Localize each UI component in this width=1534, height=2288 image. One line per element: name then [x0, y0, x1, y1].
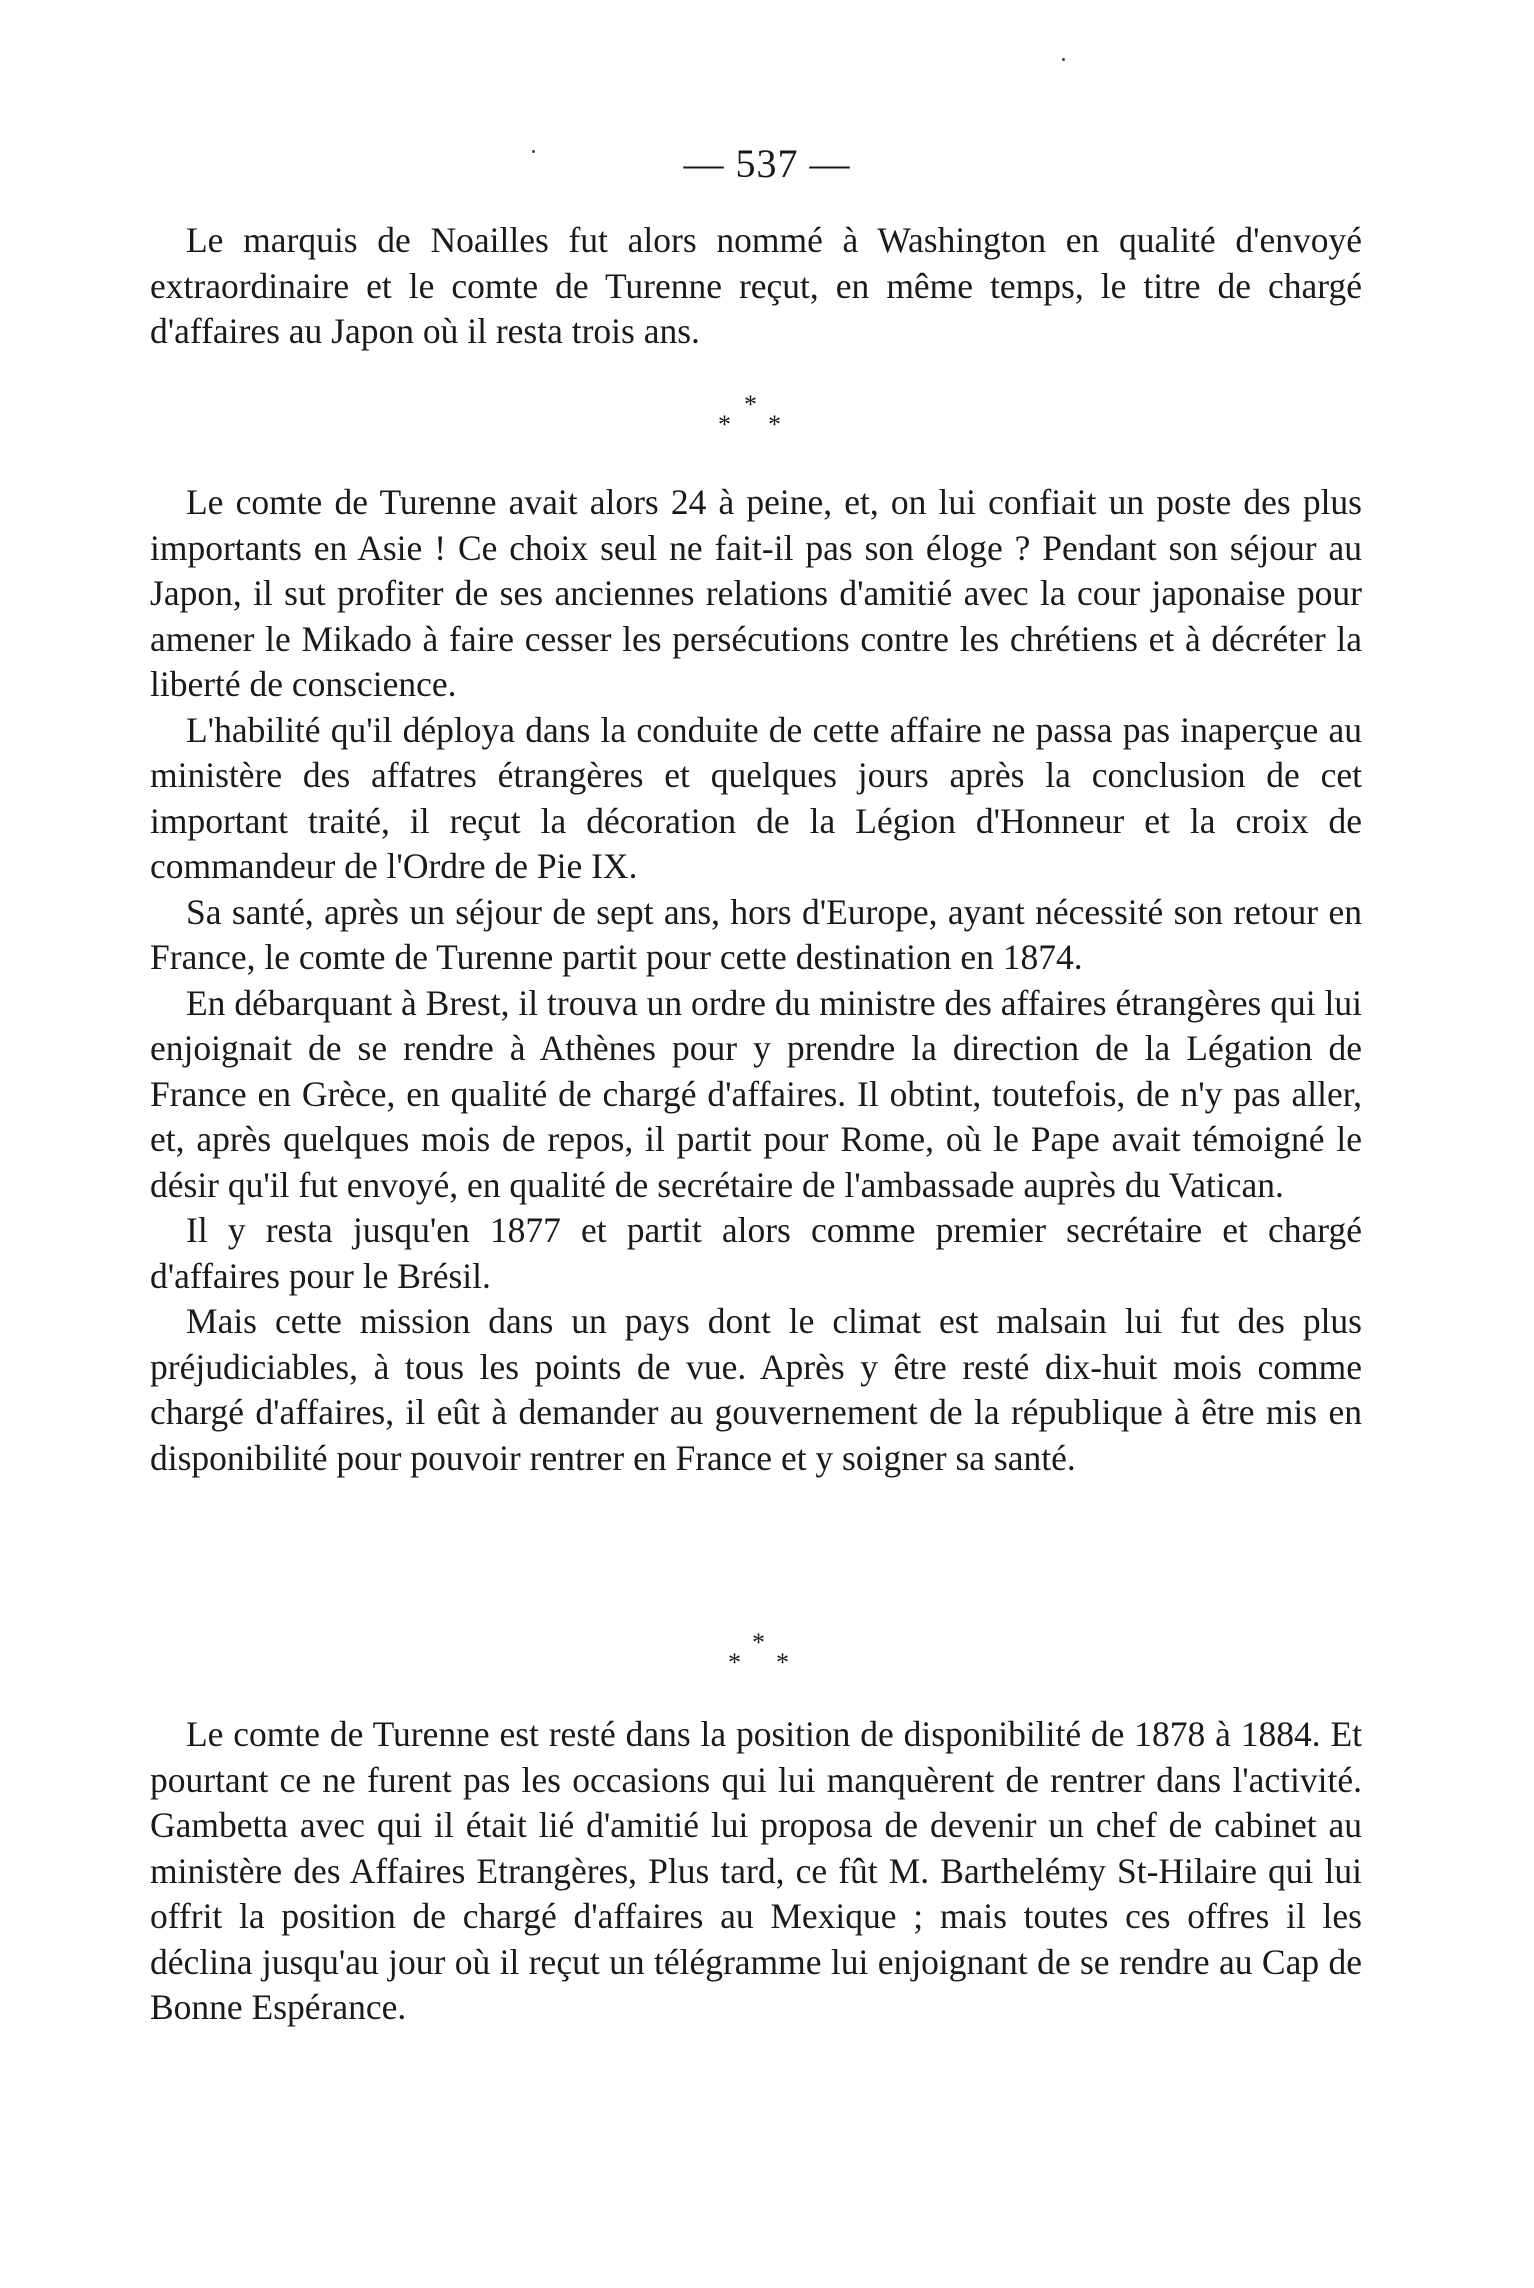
page-number: — 537 —	[683, 141, 851, 186]
print-speck	[1062, 58, 1065, 61]
paragraph: Mais cette mission dans un pays dont le climat est malsain lui fut des plus préjudiciables, à tous les points de vue. Après y être resté dix-huit mois comme chargé d'affaires, il eût à demander au gouvernement de la république à être mis en disponibilité pour pouvoir rentrer en France et y soigner sa santé.	[150, 1301, 1362, 1478]
asterism-star: *	[752, 1628, 765, 1657]
paragraph: Le marquis de Noailles fut alors nommé à Washington en qualité d'envoyé extraordinaire et le comte de Turenne reçut, en même temps, le titre de chargé d'affaires au Japon où il resta trois ans.	[150, 220, 1362, 351]
paragraph: L'habilité qu'il déploya dans la conduite de cette affaire ne passa pas inaperçue au ministère des affatres étrangères et quelques jours après la conclusion de cet important traité, il reçut la décoration de la Légion d'Honneur et la croix de commandeur de l'Ordre de Pie IX.	[150, 709, 1362, 886]
asterism-star: *	[744, 390, 757, 419]
asterism-separator	[0, 392, 1534, 452]
section-2	[150, 480, 1362, 1481]
paragraph: Le comte de Turenne est resté dans la position de disponibilité de 1878 à 1884. Et pourtant ce ne furent pas les occasions qui lui manquèrent de rentrer dans l'activité. Gambetta avec qui il était lié d'amitié lui proposa de devenir un chef de cabinet au ministère des Affaires Etrangères, Plus tard, ce fût M. Barthelémy St-Hilaire qui lui offrit la position de chargé d'affaires au Mexique ; mais toutes ces offres il les déclina jusqu'au jour où il reçut un télégramme lui enjoignant de se rendre au Cap de Bonne Espérance.	[150, 1714, 1362, 2027]
asterism-star: *	[768, 410, 781, 439]
section-1	[150, 218, 1362, 355]
paragraph: Il y resta jusqu'en 1877 et partit alors comme premier secrétaire et chargé d'affaires pour le Brésil.	[150, 1210, 1362, 1296]
paragraph: Le comte de Turenne avait alors 24 à peine, et, on lui confiait un poste des plus importants en Asie ! Ce choix seul ne fait-il pas son éloge ? Pendant son séjour au Japon, il sut profiter de ses anciennes relations d'amitié avec la cour japonaise pour amener le Mikado à faire cesser les persécutions contre les chrétiens et à décréter la liberté de conscience.	[150, 482, 1362, 704]
paragraph: En débarquant à Brest, il trouva un ordre du ministre des affaires étrangères qui lui enjoignait de se rendre à Athènes pour y prendre la direction de la Légation de France en Grèce, en qualité de chargé d'affaires. Il obtint, toutefois, de n'y pas aller, et, après quelques mois de repos, il partit pour Rome, où le Pape avait témoigné le désir qu'il fut envoyé, en qualité de secrétaire de l'ambassade auprès du Vatican.	[150, 982, 1362, 1205]
asterism-star: *	[776, 1648, 789, 1677]
paragraph: Sa santé, après un séjour de sept ans, hors d'Europe, ayant nécessité son retour en France, le comte de Turenne partit pour cette destination en 1874.	[150, 891, 1362, 977]
asterism-separator	[0, 1630, 1534, 1690]
asterism-star: *	[728, 1648, 741, 1677]
asterism-star: *	[718, 410, 731, 439]
section-3	[150, 1712, 1362, 2031]
